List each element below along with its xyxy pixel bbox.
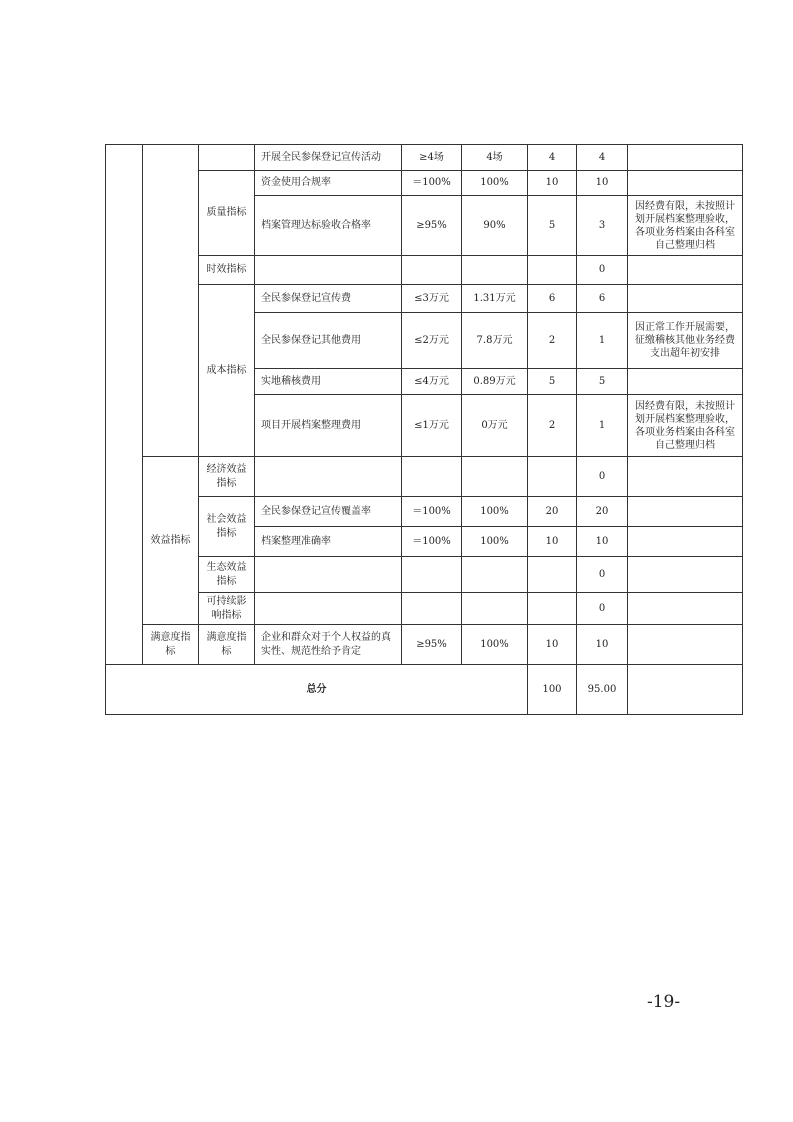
actual-cell: [462, 256, 528, 285]
weight-cell: 4: [528, 145, 577, 171]
note-cell: [628, 145, 743, 171]
indicator-cell: [199, 145, 255, 171]
metric-cell: 档案管理达标验收合格率: [255, 196, 402, 256]
table-row: [106, 285, 743, 313]
table-row: [106, 457, 743, 497]
actual-cell: 0万元: [462, 395, 528, 457]
actual-cell: 100%: [462, 527, 528, 557]
target-cell: ＝100%: [402, 171, 462, 196]
indicator-cell: 成本指标: [199, 285, 255, 457]
note-cell: [628, 593, 743, 625]
total-note: [628, 665, 743, 715]
note-cell: [628, 557, 743, 593]
note-cell: [628, 527, 743, 557]
actual-cell: 4场: [462, 145, 528, 171]
weight-cell: 20: [528, 497, 577, 527]
note-cell: [628, 369, 743, 395]
actual-cell: [462, 457, 528, 497]
score-cell: 1: [577, 313, 628, 369]
table-row: [106, 625, 743, 665]
target-cell: ＝100%: [402, 527, 462, 557]
total-score: 95.00: [577, 665, 628, 715]
score-cell: 4: [577, 145, 628, 171]
weight-cell: 10: [528, 625, 577, 665]
weight-cell: 2: [528, 395, 577, 457]
metric-cell: 全民参保登记其他费用: [255, 313, 402, 369]
target-cell: [402, 256, 462, 285]
weight-cell: 10: [528, 171, 577, 196]
weight-cell: [528, 557, 577, 593]
target-cell: ＝100%: [402, 497, 462, 527]
weight-cell: [528, 457, 577, 497]
indicator-cell: 质量指标: [199, 171, 255, 256]
metric-cell: [255, 457, 402, 497]
target-cell: ≥95%: [402, 196, 462, 256]
page-number: -19-: [647, 992, 681, 1012]
note-cell: [628, 457, 743, 497]
category-cell: [143, 145, 199, 457]
score-cell: 20: [577, 497, 628, 527]
score-cell: 10: [577, 527, 628, 557]
target-cell: [402, 593, 462, 625]
note-cell: [628, 256, 743, 285]
metric-cell: [255, 557, 402, 593]
outer-category-cell: [106, 145, 143, 665]
score-cell: 0: [577, 457, 628, 497]
score-cell: 0: [577, 256, 628, 285]
score-cell: 10: [577, 171, 628, 196]
weight-cell: [528, 593, 577, 625]
indicator-cell: 可持续影响指标: [199, 593, 255, 625]
score-cell: 1: [577, 395, 628, 457]
indicator-cell: 满意度指标: [199, 625, 255, 665]
actual-cell: 100%: [462, 625, 528, 665]
weight-cell: [528, 256, 577, 285]
metric-cell: 资金使用合规率: [255, 171, 402, 196]
metric-cell: 项目开展档案整理费用: [255, 395, 402, 457]
actual-cell: [462, 557, 528, 593]
table-row: [106, 256, 743, 285]
score-cell: 6: [577, 285, 628, 313]
target-cell: [402, 557, 462, 593]
weight-cell: 6: [528, 285, 577, 313]
actual-cell: [462, 593, 528, 625]
score-cell: 0: [577, 593, 628, 625]
metric-cell: 企业和群众对于个人权益的真实性、规范性给予肯定: [255, 625, 402, 665]
category-cell: 效益指标: [143, 457, 199, 625]
weight-cell: 2: [528, 313, 577, 369]
note-cell: [628, 171, 743, 196]
score-cell: 0: [577, 557, 628, 593]
note-cell: [628, 285, 743, 313]
note-cell: 因经费有限，未按照计划开展档案整理验收，各项业务档案由各科室自己整理归档: [628, 395, 743, 457]
note-cell: 因正常工作开展需要，征缴稽核其他业务经费支出超年初安排: [628, 313, 743, 369]
total-row: [106, 665, 743, 715]
table-row: [106, 497, 743, 527]
weight-cell: 5: [528, 196, 577, 256]
note-cell: [628, 625, 743, 665]
target-cell: ≥4场: [402, 145, 462, 171]
weight-cell: 10: [528, 527, 577, 557]
table-row: [106, 171, 743, 196]
actual-cell: 0.89万元: [462, 369, 528, 395]
performance-indicator-table: [105, 144, 743, 715]
target-cell: ≤2万元: [402, 313, 462, 369]
actual-cell: 7.8万元: [462, 313, 528, 369]
target-cell: ≤1万元: [402, 395, 462, 457]
note-cell: 因经费有限，未按照计划开展档案整理验收，各项业务档案由各科室自己整理归档: [628, 196, 743, 256]
table-row: [106, 593, 743, 625]
total-label: 总分: [106, 665, 528, 715]
target-cell: ≤4万元: [402, 369, 462, 395]
score-cell: 3: [577, 196, 628, 256]
target-cell: ≥95%: [402, 625, 462, 665]
metric-cell: 开展全民参保登记宣传活动: [255, 145, 402, 171]
actual-cell: 1.31万元: [462, 285, 528, 313]
actual-cell: 100%: [462, 171, 528, 196]
metric-cell: 实地稽核费用: [255, 369, 402, 395]
table-row: [106, 145, 743, 171]
indicator-cell: 生态效益指标: [199, 557, 255, 593]
indicator-cell: 经济效益指标: [199, 457, 255, 497]
target-cell: ≤3万元: [402, 285, 462, 313]
actual-cell: 90%: [462, 196, 528, 256]
note-cell: [628, 497, 743, 527]
score-cell: 10: [577, 625, 628, 665]
indicator-cell: 社会效益指标: [199, 497, 255, 557]
metric-cell: 档案整理准确率: [255, 527, 402, 557]
metric-cell: [255, 256, 402, 285]
metric-cell: 全民参保登记宣传覆盖率: [255, 497, 402, 527]
table-row: [106, 557, 743, 593]
indicator-cell: 时效指标: [199, 256, 255, 285]
weight-cell: 5: [528, 369, 577, 395]
total-weight: 100: [528, 665, 577, 715]
target-cell: [402, 457, 462, 497]
metric-cell: 全民参保登记宣传费: [255, 285, 402, 313]
category-cell: 满意度指标: [143, 625, 199, 665]
actual-cell: 100%: [462, 497, 528, 527]
score-cell: 5: [577, 369, 628, 395]
metric-cell: [255, 593, 402, 625]
